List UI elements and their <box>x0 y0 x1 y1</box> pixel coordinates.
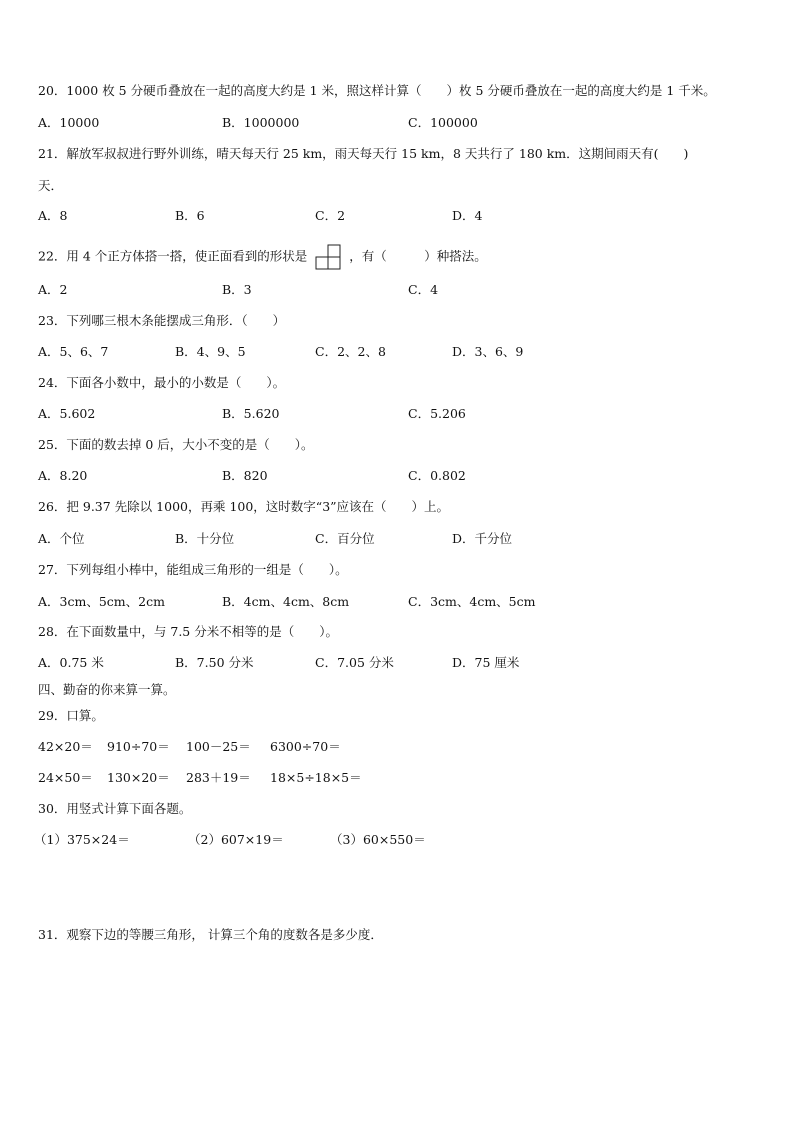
mental-math-item: 24×50＝ <box>38 770 93 785</box>
mental-math-item: 130×20＝ <box>107 770 170 785</box>
question-20-option-c: C．100000 <box>408 115 478 130</box>
mental-math-item: 6300÷70＝ <box>270 739 341 754</box>
vertical-calc-item: （1）375×24＝ <box>34 832 130 847</box>
question-21-stem-continued: 天． <box>38 178 64 193</box>
question-24-stem: 24．下面各小数中，最小的小数是（ ）。 <box>38 375 286 390</box>
vertical-calc-item: （2）607×19＝ <box>188 832 284 847</box>
question-20-option-b: B．1000000 <box>222 115 300 130</box>
question-25-option-a: A．8.20 <box>38 468 88 483</box>
question-26-option-a: A．个位 <box>38 531 85 546</box>
question-22-stem-part2: ，有（ ）种搭法。 <box>349 248 487 264</box>
mental-math-item: 910÷70＝ <box>107 739 170 754</box>
question-22-stem-part1: 22．用 4 个正方体搭一搭，使正面看到的形状是 <box>38 248 308 264</box>
question-26-stem: 26．把 9.37 先除以 1000，再乘 100，这时数字“3”应该在（ ）上。 <box>38 499 450 514</box>
question-28-option-b: B．7.50 分米 <box>175 655 254 670</box>
question-21-option-d: D．4 <box>452 208 483 223</box>
question-25-option-b: B．820 <box>222 468 268 483</box>
question-23-option-d: D．3、6、9 <box>452 344 524 359</box>
question-23-option-b: B．4、9、5 <box>175 344 246 359</box>
question-27-option-a: A．3cm、5cm、2cm <box>38 594 165 609</box>
mental-math-item: 283＋19＝ <box>186 770 251 785</box>
question-20-stem: 20．1000 枚 5 分硬币叠放在一起的高度大约是 1 米，照这样计算（ ）枚 5 分硬币叠放在一起的高度大约是 1 千米。 <box>38 83 716 98</box>
question-28-option-a: A．0.75 米 <box>38 655 104 670</box>
question-27-stem: 27．下列每组小棒中，能组成三角形的一组是（ ）。 <box>38 562 348 577</box>
front-view-shape-figure <box>313 244 343 270</box>
question-31-stem: 31．观察下边的等腰三角形， 计算三个角的度数各是多少度． <box>38 927 383 942</box>
question-22-option-c: C．4 <box>408 282 439 297</box>
question-28-option-c: C．7.05 分米 <box>315 655 394 670</box>
question-23-stem: 23．下列哪三根木条能摆成三角形．（ ） <box>38 313 286 328</box>
question-26-option-c: C．百分位 <box>315 531 375 546</box>
question-27-option-b: B．4cm、4cm、8cm <box>222 594 350 609</box>
vertical-calc-item: （3）60×550＝ <box>330 832 426 847</box>
question-27-option-c: C．3cm、4cm、5cm <box>408 594 536 609</box>
question-21-stem: 21．解放军叔叔进行野外训练，晴天每天行 25 km，雨天每天行 15 km，8 天共行了 180 km．这期间雨天有( ) <box>38 146 689 161</box>
question-24-option-a: A．5.602 <box>38 406 96 421</box>
question-29-stem: 29．口算。 <box>38 708 104 723</box>
section-4-title: 四、勤奋的你来算一算。 <box>38 682 176 697</box>
question-20-option-a: A．10000 <box>38 115 100 130</box>
question-23-option-a: A．5、6、7 <box>38 344 109 359</box>
question-25-stem: 25．下面的数去掉 0 后，大小不变的是（ ）。 <box>38 437 314 452</box>
question-21-option-a: A．8 <box>38 208 68 223</box>
question-21-option-b: B．6 <box>175 208 205 223</box>
mental-math-item: 100－25＝ <box>186 739 251 754</box>
question-26-option-d: D．千分位 <box>452 531 513 546</box>
question-28-stem: 28．在下面数量中，与 7.5 分米不相等的是（ ）。 <box>38 624 338 639</box>
question-23-option-c: C．2、2、8 <box>315 344 386 359</box>
question-30-stem: 30．用竖式计算下面各题。 <box>38 801 192 816</box>
question-24-option-c: C．5.206 <box>408 406 466 421</box>
question-21-option-c: C．2 <box>315 208 346 223</box>
mental-math-item: 42×20＝ <box>38 739 93 754</box>
mental-math-item: 18×5÷18×5＝ <box>270 770 362 785</box>
question-22-option-b: B．3 <box>222 282 252 297</box>
question-28-option-d: D．75 厘米 <box>452 655 520 670</box>
question-22-option-a: A．2 <box>38 282 68 297</box>
question-26-option-b: B．十分位 <box>175 531 235 546</box>
question-25-option-c: C．0.802 <box>408 468 466 483</box>
question-24-option-b: B．5.620 <box>222 406 280 421</box>
question-22-stem <box>38 244 487 270</box>
